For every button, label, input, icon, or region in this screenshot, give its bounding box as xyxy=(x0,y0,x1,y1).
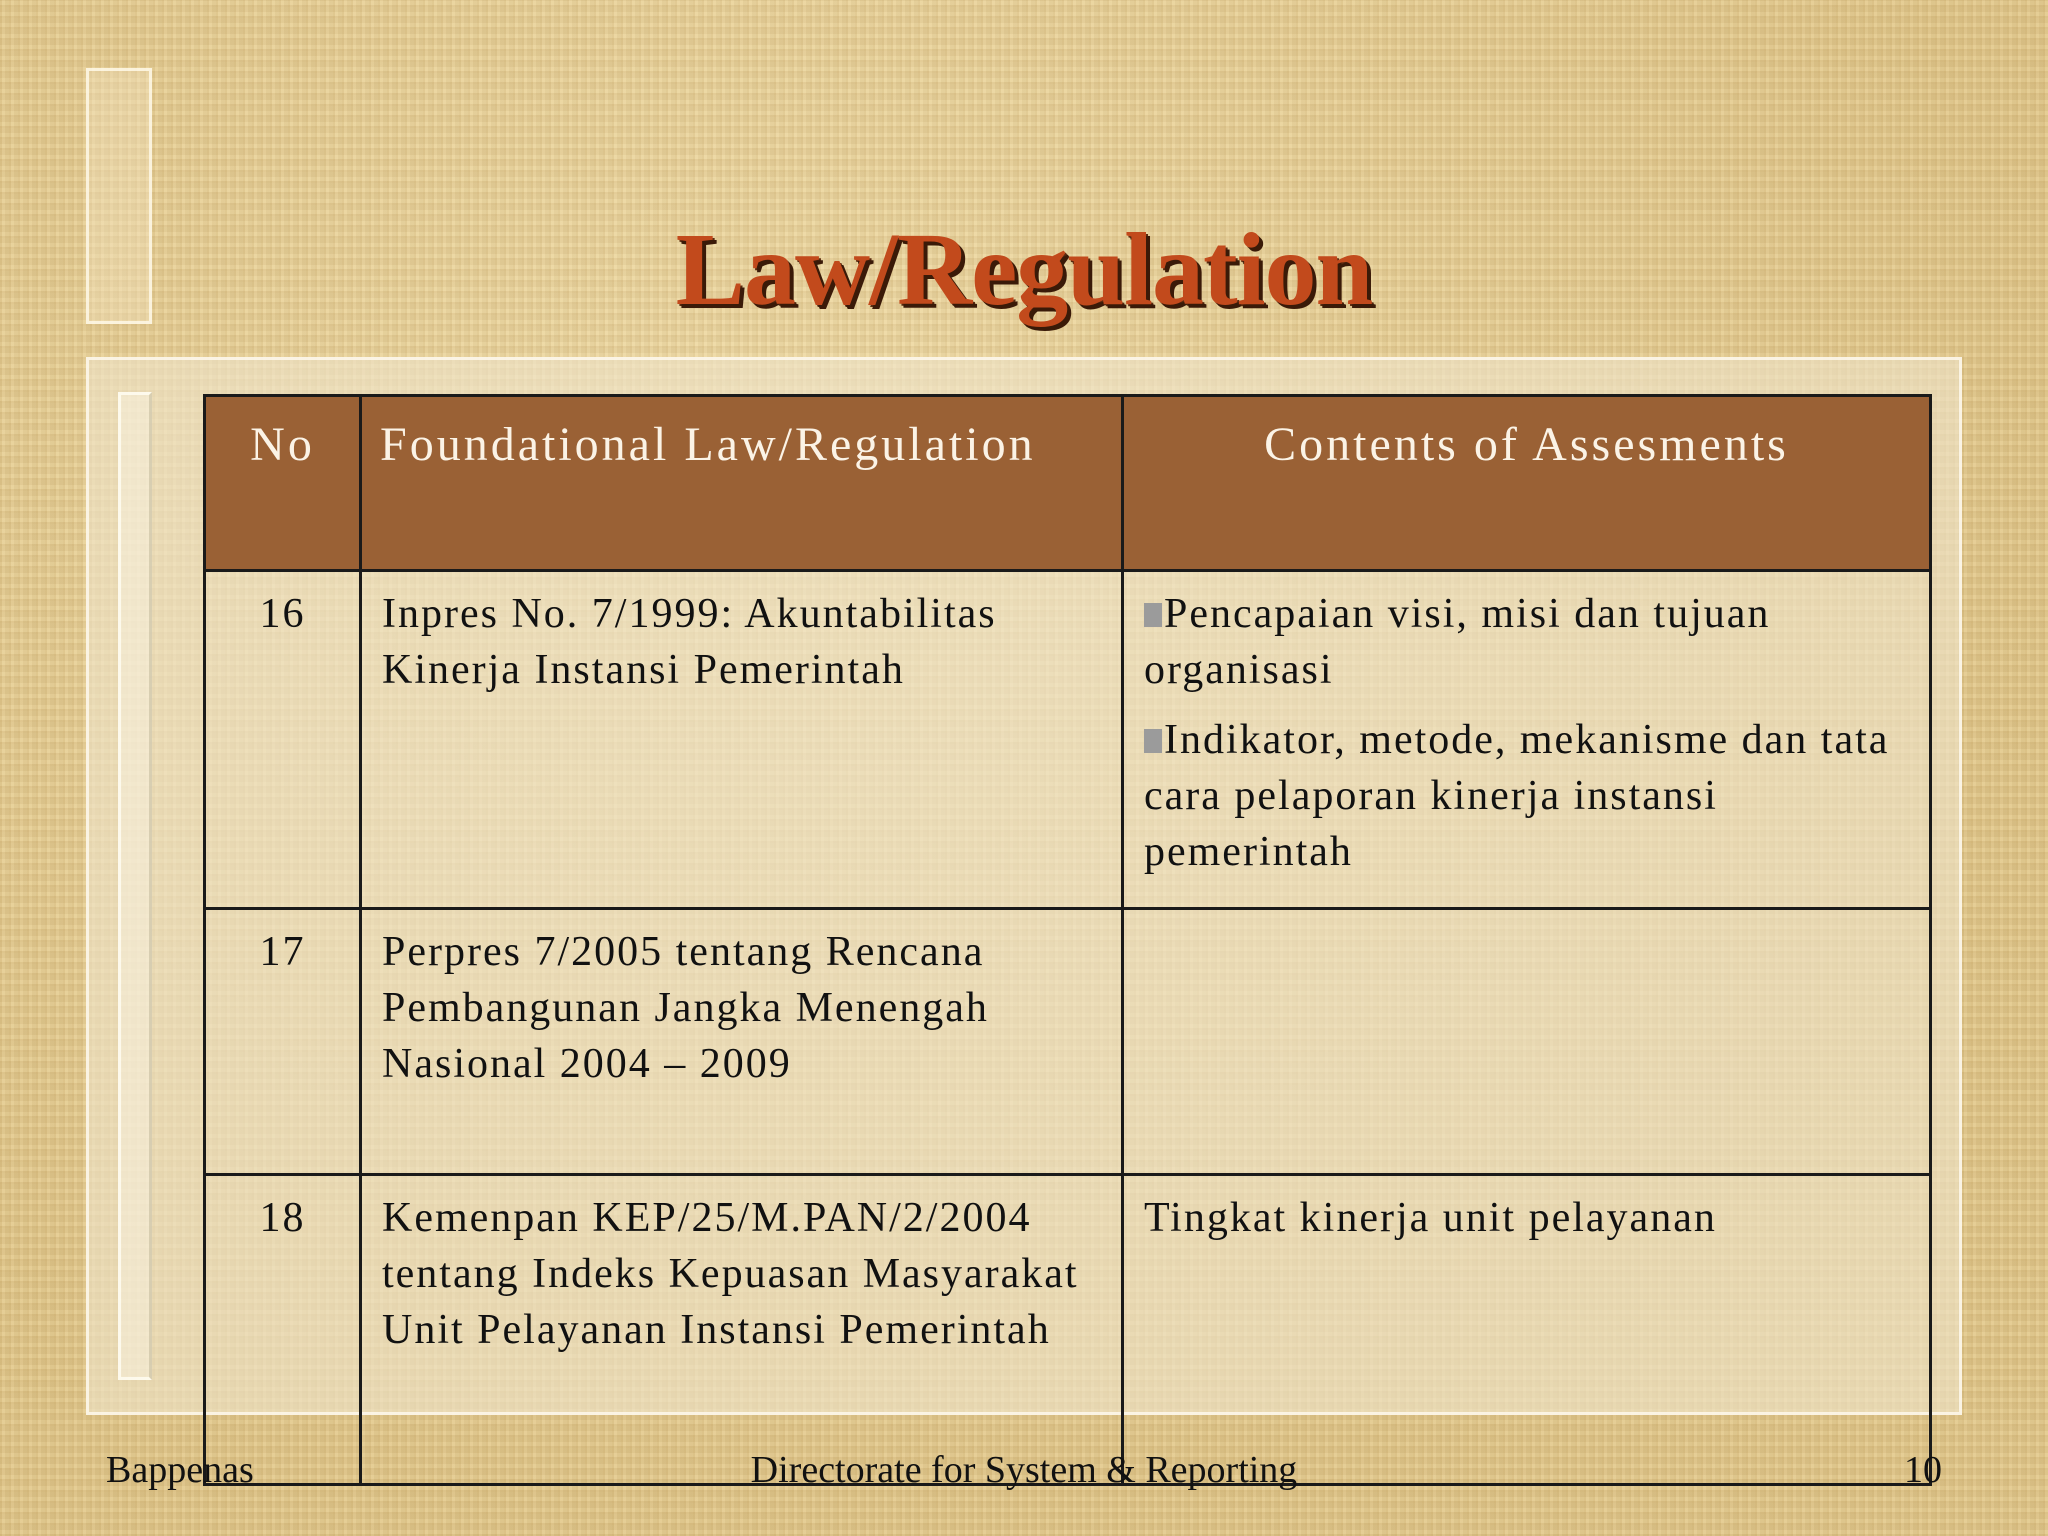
table-row xyxy=(205,909,1931,1175)
decorative-side-bar xyxy=(118,392,152,1380)
table-row xyxy=(205,571,1931,909)
square-bullet-icon xyxy=(1144,729,1162,753)
header-contents: Contents of Assesments xyxy=(1123,396,1931,571)
table-row xyxy=(205,1175,1931,1485)
square-bullet-icon xyxy=(1144,603,1162,627)
footer-organization: Bappenas xyxy=(106,1449,254,1491)
cell-no: 17 xyxy=(205,909,361,1175)
slide-title: Law/Regulation xyxy=(675,211,1373,327)
header-no: No xyxy=(205,396,361,571)
table-header-row xyxy=(205,396,1931,571)
header-foundational-law: Foundational Law/Regulation xyxy=(361,396,1123,571)
cell-law: Kemenpan KEP/25/M.PAN/2/2004 tentang Indeks Kepuasan Masyarakat Unit Pelayanan Instansi Pemerintah xyxy=(361,1175,1123,1485)
cell-law: Perpres 7/2005 tentang Rencana Pembangunan Jangka Menengah Nasional 2004 – 2009 xyxy=(361,909,1123,1175)
cell-contents xyxy=(1123,909,1931,1175)
cell-no: 16 xyxy=(205,571,361,909)
content-item: Indikator, metode, mekanisme dan tata cara pelaporan kinerja instansi pemerintah xyxy=(1144,717,1890,875)
cell-contents: Tingkat kinerja unit pelayanan xyxy=(1123,1175,1931,1485)
content-item: Pencapaian visi, misi dan tujuan organisasi xyxy=(1144,591,1771,693)
footer-directorate: Directorate for System & Reporting xyxy=(750,1449,1298,1491)
footer-page-number: 10 xyxy=(1904,1449,1942,1491)
cell-law: Inpres No. 7/1999: Akuntabilitas Kinerja Instansi Pemerintah xyxy=(361,571,1123,909)
cell-contents xyxy=(1123,571,1931,909)
law-regulation-table xyxy=(203,394,1932,1486)
cell-no: 18 xyxy=(205,1175,361,1485)
